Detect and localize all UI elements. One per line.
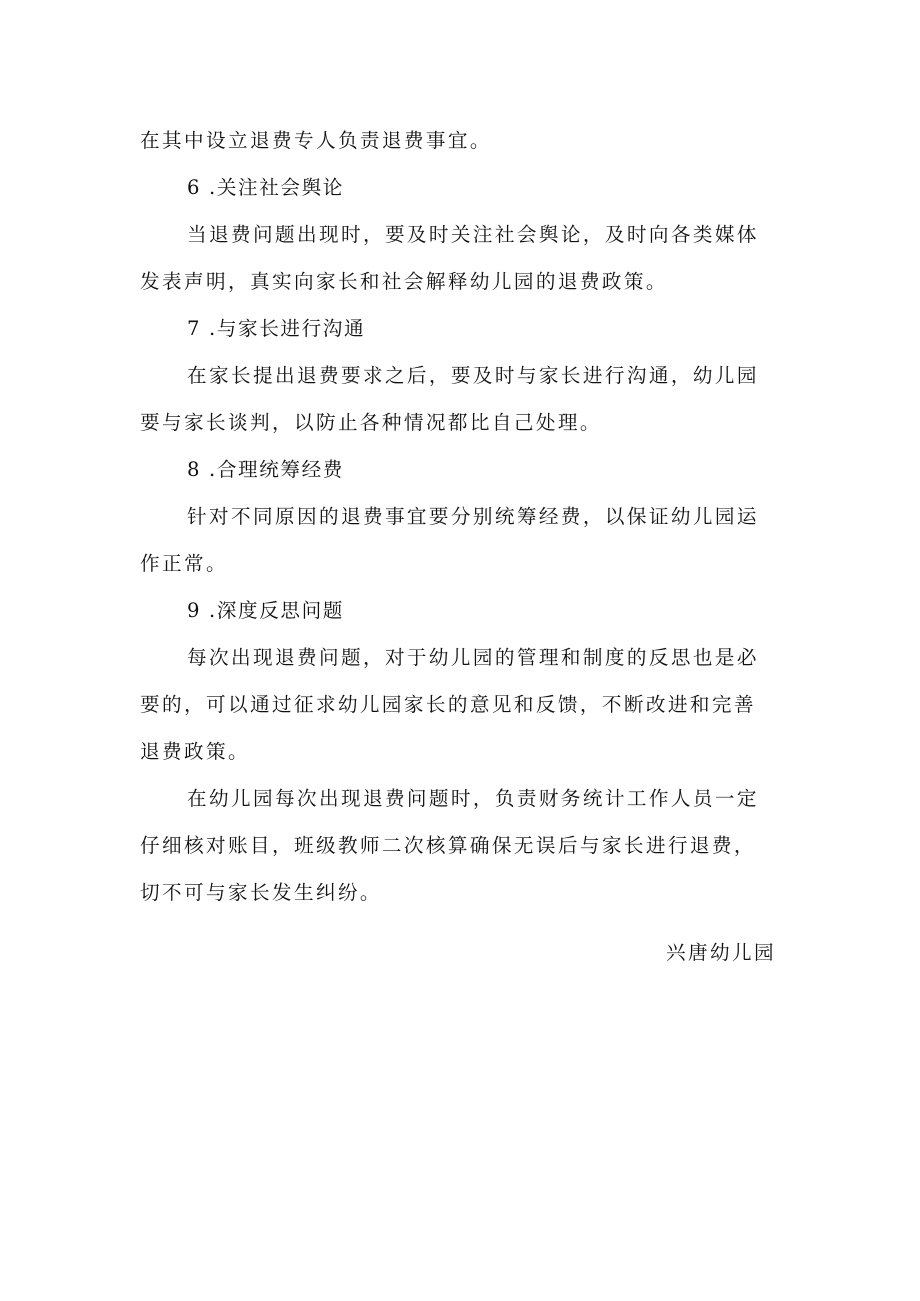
paragraph-line: 在其中设立退费专人负责退费事宜。 [140, 129, 492, 152]
paragraph-line: 在家长提出退费要求之后，要及时与家长进行沟通，幼儿园 [187, 364, 759, 387]
section-heading-6 [140, 164, 795, 211]
section-heading-7 [140, 305, 795, 352]
paragraph-line: 当退费问题出现时，要及时关注社会舆论，及时向各类媒体 [187, 223, 759, 246]
paragraph-line: 退费政策。 [140, 740, 250, 763]
section-title: .深度反思问题 [209, 599, 344, 622]
section-number: 9 [187, 599, 202, 622]
section-heading-8 [140, 446, 795, 493]
section-title: .关注社会舆论 [209, 176, 344, 199]
section-title: .与家长进行沟通 [209, 317, 366, 340]
paragraph-line: 切不可与家长发生纠纷。 [140, 881, 382, 904]
paragraph-line: 发表声明，真实向家长和社会解释幼儿园的退费政策。 [140, 270, 668, 293]
section-number: 7 [187, 317, 202, 340]
section-number: 6 [187, 176, 202, 199]
paragraph-line: 要与家长谈判，以防止各种情况都比自己处理。 [140, 411, 602, 434]
paragraph-line: 要的，可以通过征求幼儿园家长的意见和反馈，不断改进和完善 [140, 693, 756, 716]
paragraph-line: 在幼儿园每次出现退费问题时，负责财务统计工作人员一定 [187, 787, 759, 810]
paragraph-line: 作正常。 [140, 552, 228, 575]
section-number: 8 [187, 458, 202, 481]
paragraph-line: 针对不同原因的退费事宜要分别统筹经费，以保证幼儿园运 [187, 505, 759, 528]
section-title: .合理统筹经费 [209, 458, 344, 481]
section-heading-9 [140, 587, 795, 634]
signature-organization: 兴唐幼儿园 [666, 941, 776, 964]
paragraph-line: 仔细核对账目，班级教师二次核算确保无误后与家长进行退费， [140, 834, 756, 857]
paragraph-line: 每次出现退费问题，对于幼儿园的管理和制度的反思也是必 [187, 646, 759, 669]
document-body [140, 117, 795, 916]
